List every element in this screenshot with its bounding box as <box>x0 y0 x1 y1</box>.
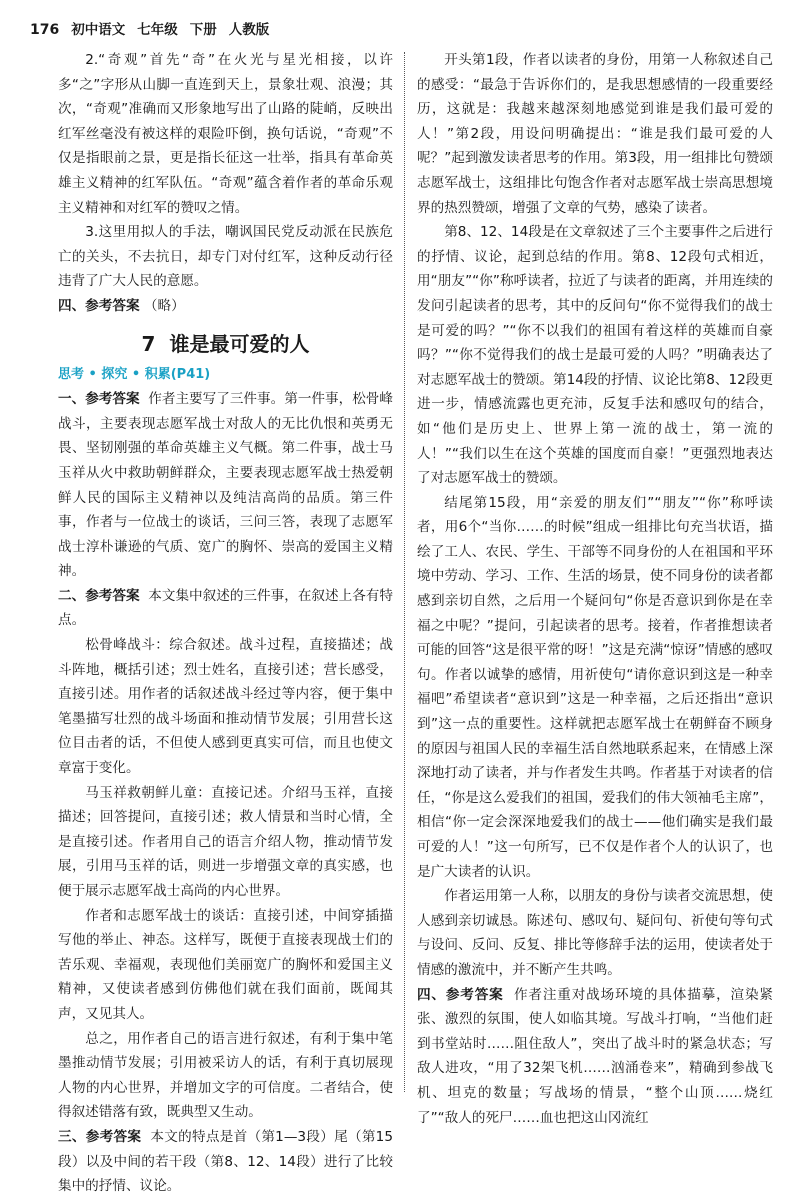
paragraph-ending: 结尾第15段，用“亲爱的朋友们”“朋友”“你”称呼读者，用6个“当你……的时候”组成一组排比句充当状语，描绘了工人、农民、学生、干部等不同身份的人在祖国和平环境中劳动、学习、工作、生活的场景，使不同身份的读者都感到亲切自然，之后用一个疑问句“你是否意识到你是在幸福之中呢？”提问，引起读者的思考。接着，作者推想读者可能的回答“这是很平常的呀！”这是充满“惊讶”情感的感叹句。作者以诚挚的感情，用祈使句“请你意识到这是一种幸福吧”希望读者“意识到”这是一种幸福，之后还指出“意识到”这一点的重要性。这样就把志愿军战士在朝鲜奋不顾身的原因与祖国人民的幸福生活自然地联系起来，在情感上深深地打动了读者，并与作者发生共鸣。作者基于对读者的信任，“你是这么爱我们的祖国，爱我们的伟大领袖毛主席”，相信“你一定会深深地爱我们的战士——他们确实是我们最可爱的人！”这一句所写，已不仅是作者个人的认识了，也是广大读者的认识。 <box>417 494 773 880</box>
answer-4 <box>417 983 773 1131</box>
section-4-label: 四、参考答案 <box>58 297 140 314</box>
content-columns <box>58 48 774 1199</box>
answer-3-text: 本文的特点是首（第1—3段）尾（第15段）以及中间的若干段（第8、12、14段）进行了比较集中的抒情、议论。 <box>58 1128 393 1195</box>
left-column <box>58 48 404 1199</box>
answer-1 <box>58 387 393 584</box>
header-edition: 人教版 <box>228 21 270 38</box>
paragraph-summary: 总之，用作者自己的语言进行叙述，有利于集中笔墨推动情节发展；引用被采访人的话，有利于真切展现人物的内心世界，并增加文字的可信度。二者结合，使得叙述错落有致，既典型又生动。 <box>58 1030 393 1121</box>
answer-2-text: 本文集中叙述的三件事，在叙述上各有特点。 <box>58 587 393 629</box>
subsection-heading: 思考 • 探究 • 积累(P41) <box>58 366 211 382</box>
paragraph-mayuxiang: 马玉祥救朝鲜儿童：直接记述。介绍马玉祥，直接描述；回答提问，直接引述；救人情景和当时心情，全是直接引述。作者用自己的语言介绍人物，推动情节发展，引用马玉祥的话，则进一步增强文章的真实感，也便于展示志愿军战士高尚的内心世界。 <box>58 784 393 899</box>
answer-3-label: 三、参考答案 <box>58 1128 142 1145</box>
lesson-number: 7 <box>141 331 156 356</box>
paragraph-songgufeng: 松骨峰战斗：综合叙述。战斗过程，直接描述；战斗阵地，概括引述；烈士姓名，直接引述；营长感受，直接引述。用作者的话叙述战斗经过等内容，便于集中笔墨描写壮烈的战斗场面和推动情节发展；引用营长这位目击者的话，不但使人感到更真实可信，而且也使文章富于变化。 <box>58 637 393 777</box>
answer-item-3: 3.这里用拟人的手法，嘲讽国民党反动派在民族危亡的关头，不去抗日，却专门对付红军，这种反动行径违背了广大人民的意愿。 <box>58 224 393 290</box>
lesson-title-text: 谁是最可爱的人 <box>169 331 310 356</box>
page-number: 176 <box>30 21 60 38</box>
answer-3 <box>58 1125 393 1199</box>
answer-item-2: 2.“奇观”首先“奇”在火光与星光相接，以许多“之”字形从山脚一直连到天上，景象壮观、浪漫；其次，“奇观”准确而又形象地写出了山路的陡峭，反映出红军丝毫没有被这样的艰险吓倒，换句话说，“奇观”不仅是指眼前之景，更是指长征这一壮举，指具有革命英雄主义精神的红军队伍。“奇观”蕴含着作者的革命乐观主义精神和对红军的赞叹之情。 <box>58 52 393 216</box>
right-column <box>405 48 773 1199</box>
answer-1-label: 一、参考答案 <box>58 391 140 408</box>
answer-1-text: 作者主要写了三件事。第一件事，松骨峰战斗，主要表现志愿军战士对敌人的无比仇恨和英勇无畏、坚韧刚强的革命英雄主义气概。第二件事，战士马玉祥从火中救助朝鲜群众，主要表现志愿军战士热爱朝鲜人民的国际主义精神以及纯洁高尚的品质。第三件事，作者与一位战士的谈话，三问三答，表现了志愿军战士淳朴谦逊的气质、宽广的胸怀、崇高的爱国主义精神。 <box>58 391 393 580</box>
paragraph-first-person: 作者运用第一人称，以朋友的身份与读者交流思想，使人感到亲切诚恳。陈述句、感叹句、疑问句、祈使句等句式与设问、反问、反复、排比等修辞手法的运用，使读者处于情感的激流中，并不断产生共鸣。 <box>417 888 773 978</box>
page-header <box>30 12 774 48</box>
header-grade: 七年级 <box>137 21 178 38</box>
section-4-text: （略） <box>143 297 185 314</box>
section-4-answer <box>58 294 393 319</box>
answer-2-label: 二、参考答案 <box>58 587 140 604</box>
paragraph-talk: 作者和志愿军战士的谈话：直接引述，中间穿插描写他的举止、神态。这样写，既便于直接表现战士们的苦乐观、幸福观，表现他们美丽宽广的胸怀和爱国主义精神，又使读者感到仿佛他们就在我们面前，既闻其声，又见其人。 <box>58 907 393 1022</box>
paragraph-middle: 第8、12、14段是在文章叙述了三个主要事件之后进行的抒情、议论，起到总结的作用。第8、12段句式相近，用“朋友”“你”称呼读者，拉近了与读者的距离，并用连续的发问引起读者的思考，其中的反问句“你不觉得我们的战士是可爱的吗？”“你不以我们的祖国有着这样的英雄而自豪吗？”“你不觉得我们的战士是最可爱的人吗？”明确表达了对志愿军战士的赞颂。第14段的抒情、议论比第8、12段更进一步，情感流露也更充沛，反复手法和感叹句的结合，如“他们是历史上、世界上第一流的战士，第一流的人！”“我们以生在这个英雄的国度而自豪！”更强烈地表达了对志愿军战士的赞颂。 <box>417 224 773 487</box>
lesson-title <box>58 327 393 361</box>
paragraph-opening: 开头第1段，作者以读者的身份，用第一人称叙述自己的感受：“最急于告诉你们的，是我思想感情的一段重要经历，这就是：我越来越深刻地感觉到谁是我们最可爱的人！”第2段，用设问明确提出：“谁是我们最可爱的人呢？”起到激发读者思考的作用。第3段，用一组排比句赞颂志愿军战士，这组排比句饱含作者对志愿军战士崇高思想境界的热烈赞颂，增强了文章的气势，感染了读者。 <box>417 52 773 216</box>
answer-4-label: 四、参考答案 <box>417 986 504 1003</box>
answer-4-text: 作者注重对战场环境的具体描摹，渲染紧张、激烈的氛围，使人如临其境。写战斗打响，“当他们赶到书堂站时……阻住敌人”，突出了战斗时的紧急状态；写敌人进攻，“用了32架飞机……汹涌卷来”，精确到参战飞机、坦克的数量；写战场的情景，“整个山顶……烧红了”“敌人的死尸……血也把这山冈流红 <box>417 986 773 1126</box>
header-volume: 下册 <box>189 21 217 38</box>
answer-2 <box>58 584 393 633</box>
header-subject: 初中语文 <box>71 21 126 38</box>
